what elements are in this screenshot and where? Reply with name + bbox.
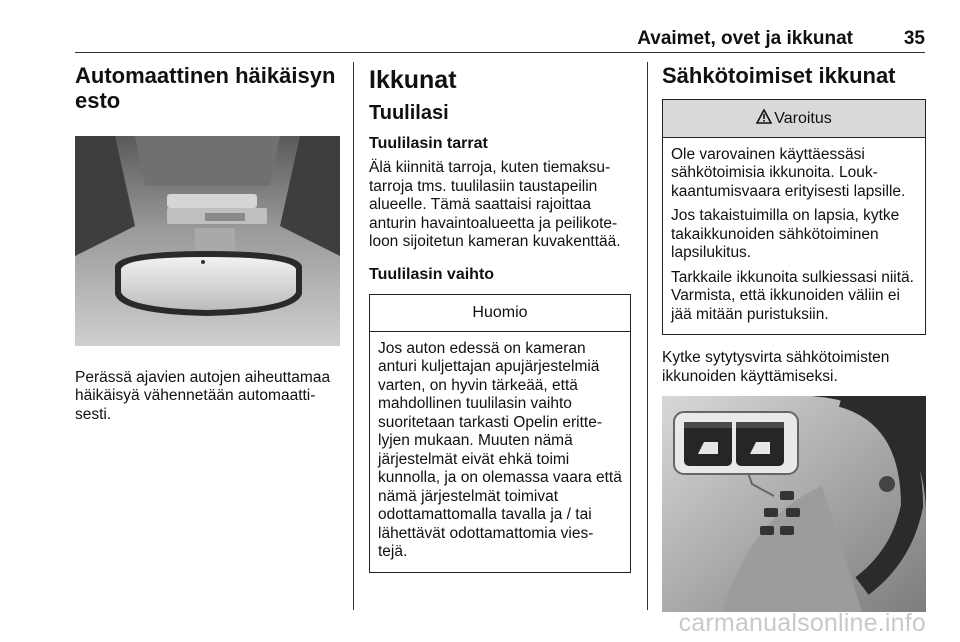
column-power-windows (662, 64, 926, 617)
warning-paragraph-2: Jos takaistuimilla on lapsia, kytke takaikkunoiden sähkötoiminen lapsilukitus. (671, 207, 900, 262)
header-title: Avaimet, ovet ja ikkunat (637, 28, 853, 49)
header-rule (75, 52, 925, 53)
ignition-text: Kytke sytytysvirta sähkötoimisten ikkunoiden käyttämiseksi. (662, 349, 890, 385)
windshield-replacement-heading: Tuulilasin vaihto (369, 265, 495, 283)
power-windows-heading: Sähkötoimiset ikkunat (662, 63, 896, 88)
window-switches-image (662, 396, 926, 612)
warning-title: Varoitus (774, 109, 832, 127)
warning-header (663, 100, 925, 138)
watermark: carmanualsonline.info (678, 609, 926, 637)
note-title: Huomio (370, 295, 630, 332)
windshield-stickers-text: Älä kiinnitä tarroja, kuten tiemaksu-tarroja tms. tuulilasiin taustapeilin alueelle. Tämä saattaisi rajoittaa anturin havaintoalueetta ja peilikote-loon sijoitetun kameran kuvakenttää. (369, 159, 621, 251)
windshield-stickers-heading: Tuulilasin tarrat (369, 135, 488, 153)
mirror-heading: Automaattinen häikäisyn esto (75, 63, 336, 113)
mirror-description: Perässä ajavien autojen aiheuttamaa häikäisyä vähennetään automaatti-sesti. (75, 368, 331, 423)
rearview-mirror-image (75, 136, 340, 346)
windows-heading: Ikkunat (369, 66, 457, 94)
note-box (369, 294, 631, 573)
column-windows (369, 64, 631, 573)
warning-paragraph-1: Ole varovainen käyttäessäsi sähkötoimisia ikkunoita. Louk-kaantumisvaara erityisesti lapsille. (671, 145, 906, 200)
windshield-heading: Tuulilasi (369, 102, 449, 125)
page-number: 35 (903, 28, 925, 49)
warning-triangle-icon (756, 109, 772, 124)
column-mirror (75, 64, 340, 424)
column-divider-2 (647, 62, 648, 610)
column-divider-1 (353, 62, 354, 610)
page-header (75, 28, 925, 50)
note-text: Jos auton edessä on kameran anturi kuljettajan apujärjestelmiä varten, on hyvin tärkeää, että mahdollinen tuulilasin vaihto suoritetaan tarkasti Opelin eritte-lyjen mukaan. Muuten nämä järjestelmät eivät ehkä toimi kunnolla, ja on olemassa vaara että nämä järjestelmät toimivat odottamattomalla tavalla ja / tai lähettävät odottamattomia vies-tejä. (378, 339, 622, 561)
warning-box (662, 99, 926, 336)
warning-paragraph-3: Tarkkaile ikkunoita sulkiessasi niitä. Varmista, että ikkunoiden väliin ei jää mitään puristuksiin. (671, 268, 914, 323)
